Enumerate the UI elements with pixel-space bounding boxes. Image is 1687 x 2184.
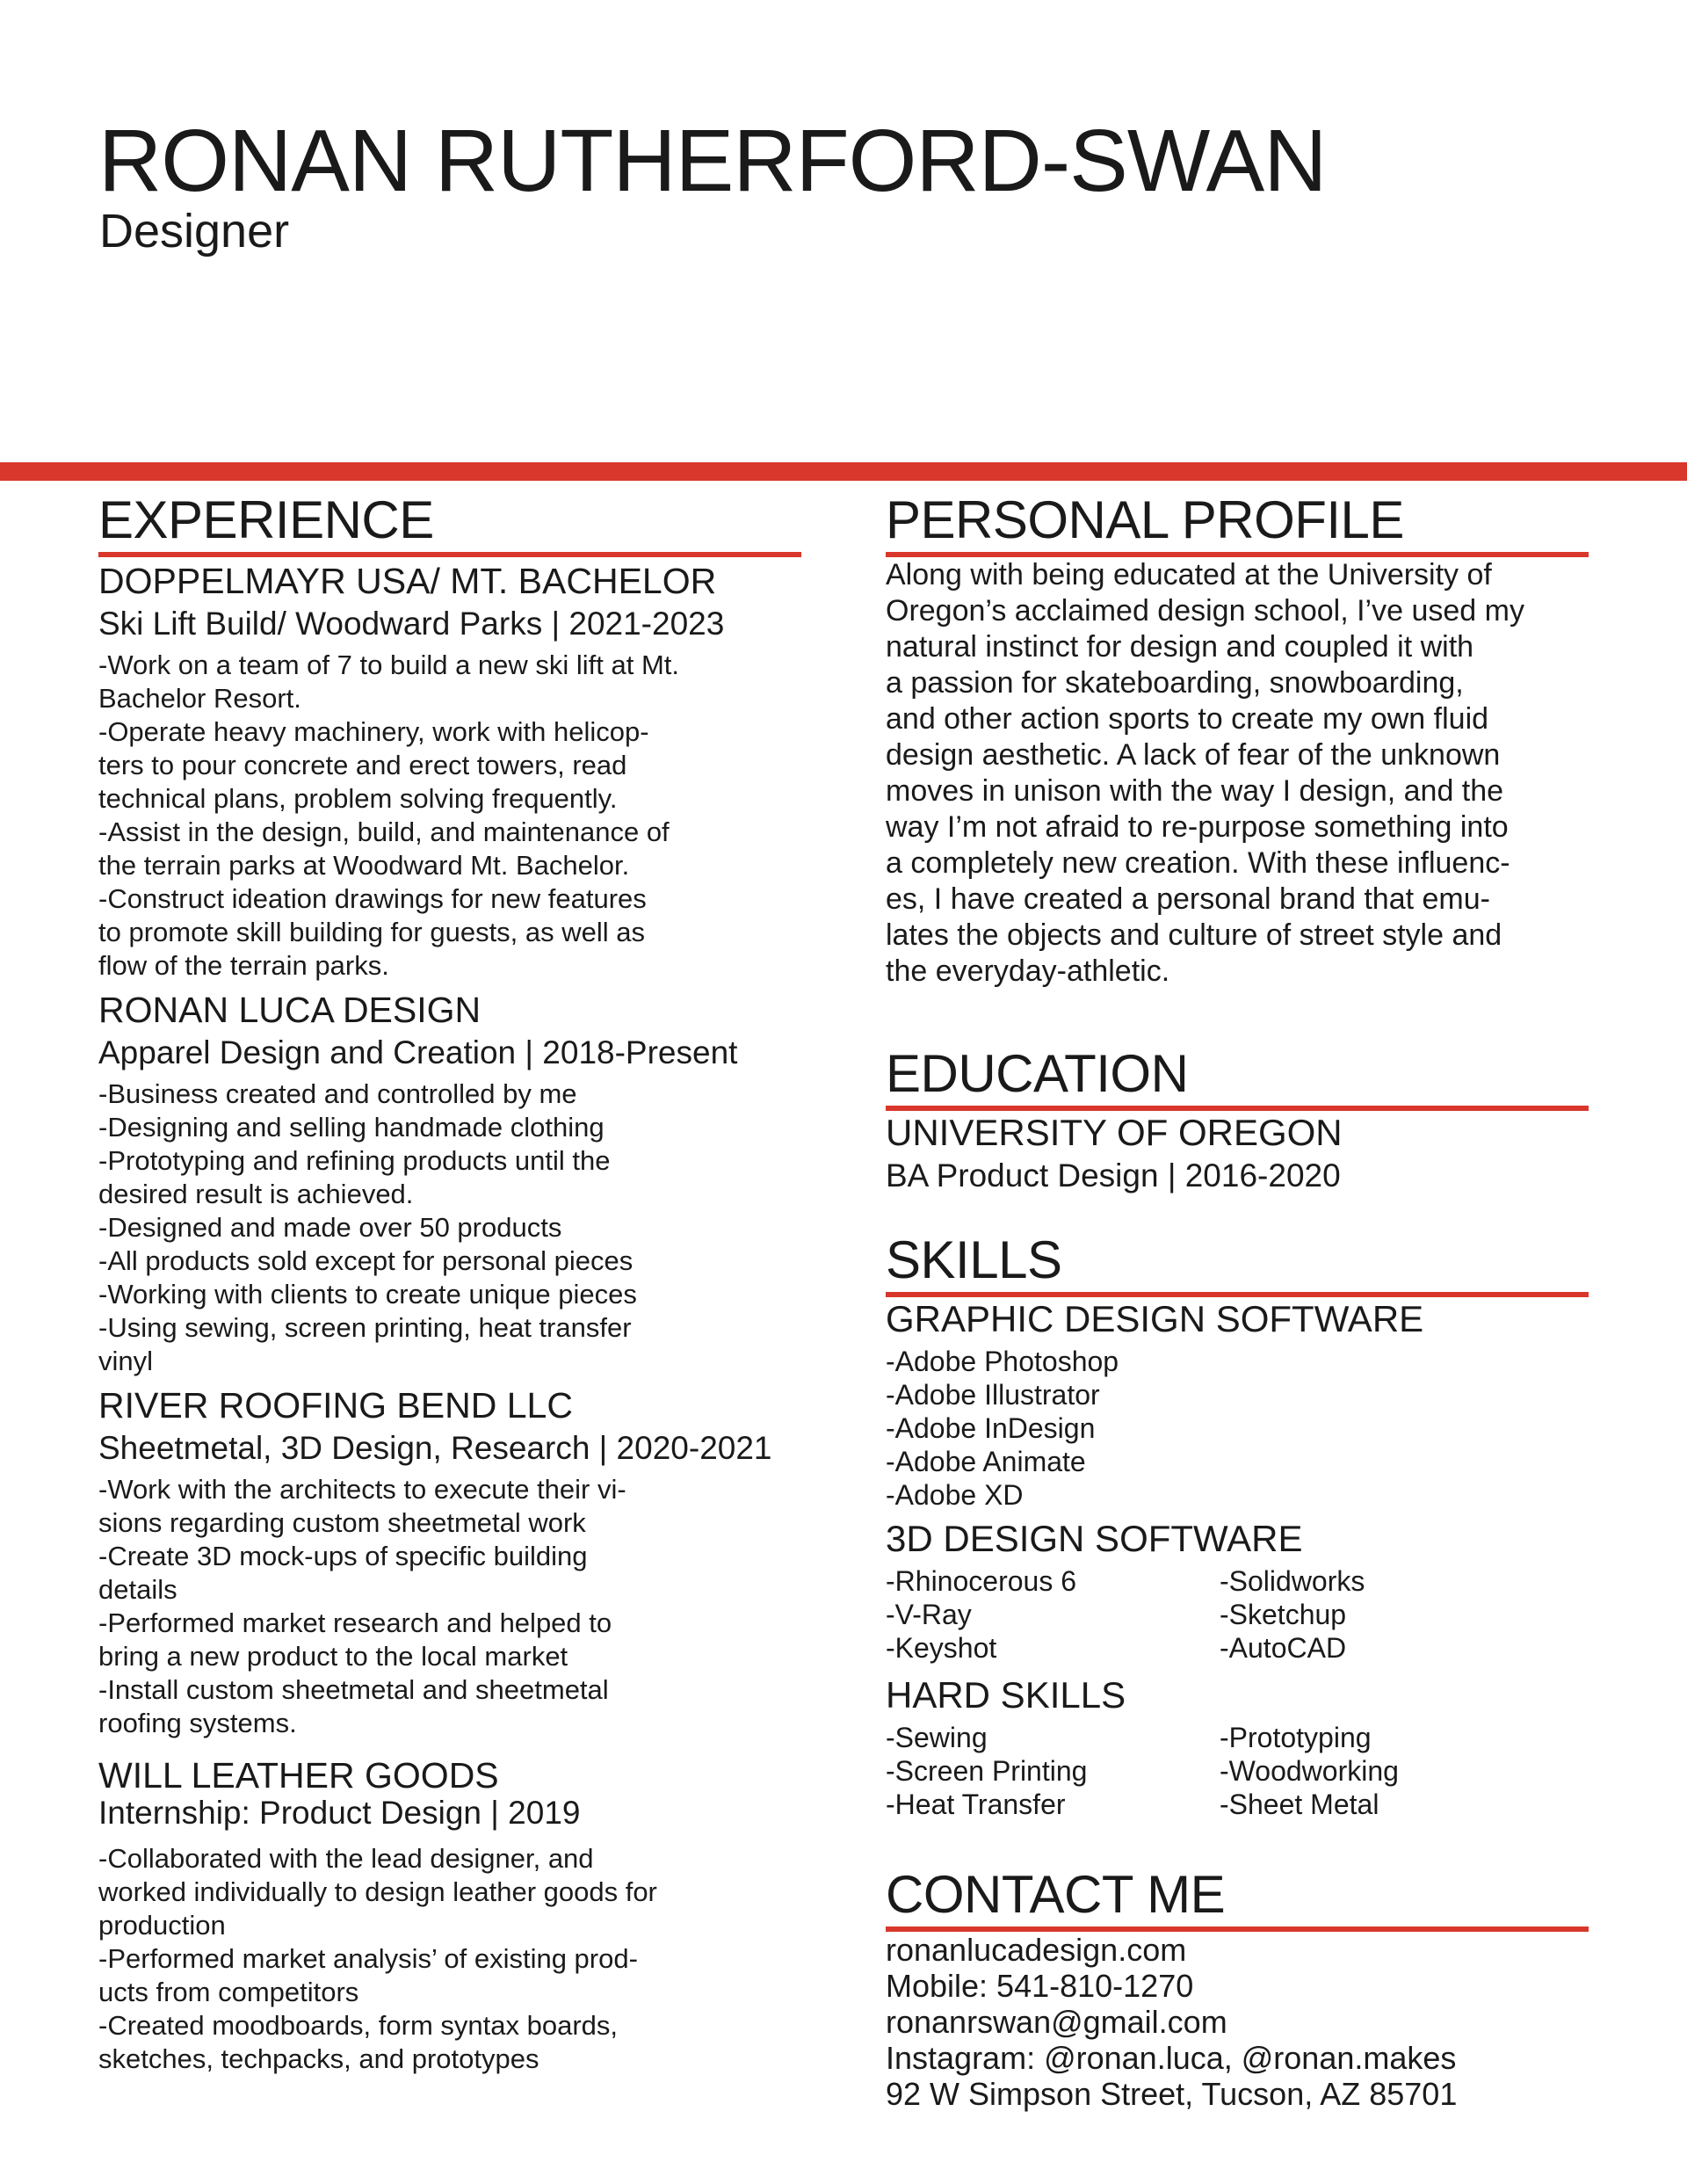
list-item: -Sewing [886,1722,988,1753]
contact-instagram[interactable]: Instagram: @ronan.luca, @ronan.makes [886,2040,1457,2076]
education-heading: EDUCATION [886,1044,1189,1103]
3d-software-list [886,1564,1589,1665]
contact-heading: CONTACT ME [886,1865,1226,1924]
list-item: -Keyshot [886,1632,997,1664]
list-item: -Adobe InDesign [886,1412,1096,1444]
hard-skills-list [886,1721,1589,1821]
skills-heading: SKILLS [886,1230,1062,1289]
experience-rule [98,552,801,557]
job-subtitle: Apparel Design and Creation | 2018-Present [98,1034,738,1070]
education-degree: BA Product Design | 2016-2020 [886,1157,1341,1194]
3d-software-title: 3D DESIGN SOFTWARE [886,1518,1303,1559]
job-entry [98,988,828,1378]
person-role: Designer [99,205,290,258]
list-item: -Screen Printing [886,1755,1088,1787]
contact-list [886,1932,1589,2112]
list-item: -Adobe Illustrator [886,1379,1100,1411]
graphic-software-list [886,1345,1589,1512]
job-subtitle: Sheetmetal, 3D Design, Research | 2020-2021 [98,1430,772,1466]
list-item: -Solidworks [1220,1565,1365,1597]
contact-website[interactable]: ronanlucadesign.com [886,1932,1187,1968]
job-details: -Business created and controlled by me -Designing and selling handmade clothing -Prototyping and refining products until the desired result is achieved. -Designed and made over 50 products -All products sold except for personal pieces -Working with clients to create unique pieces -Using sewing, screen printing, heat transfer vinyl [98,1078,637,1376]
job-company: WILL LEATHER GOODS [98,1755,499,1796]
contact-address: 92 W Simpson Street, Tucson, AZ 85701 [886,2076,1458,2112]
job-company: DOPPELMAYR USA/ MT. BACHELOR [98,561,717,601]
profile-text: Along with being educated at the University of Oregon’s acclaimed design school, I’ve used my natural instinct for design and coupled it with a passion for skateboarding, snowboarding, and other action sports to create my own fluid design aesthetic. A lack of fear of the unknown moves in unison with the way I design, and the way I’m not afraid to re-purpose something into a completely new creation. With these influenc- es, I have created a personal brand that emu- lates the objects and culture of street style and the everyday-athletic. [886,558,1524,988]
experience-column [98,489,828,2081]
experience-heading: EXPERIENCE [98,490,434,549]
list-item: -V-Ray [886,1599,972,1630]
job-company: RONAN LUCA DESIGN [98,990,481,1030]
list-item: -Prototyping [1220,1722,1372,1753]
list-item: -Woodworking [1220,1755,1399,1787]
job-details: -Work on a team of 7 to build a new ski lift at Mt. Bachelor Resort. -Operate heavy machinery, work with helicop- ters to pour concrete and erect towers, read technical plans, problem solving frequently. -Assist in the design, build, and maintenance of the terrain parks at Woodward Mt. Bachelor. -Construct ideation drawings for new features to promote skill building for guests, as well as flow of the terrain parks. [98,649,680,981]
list-item: -Rhinocerous 6 [886,1565,1076,1597]
graphic-software-title: GRAPHIC DESIGN SOFTWARE [886,1298,1424,1339]
contact-email[interactable]: ronanrswan@gmail.com [886,2004,1227,2040]
list-item: -Heat Transfer [886,1789,1066,1820]
job-entry [98,559,828,983]
header-accent-bar [0,462,1687,481]
job-subtitle: Ski Lift Build/ Woodward Parks | 2021-2023 [98,606,725,642]
list-item: -Adobe XD [886,1479,1024,1511]
job-subtitle: Internship: Product Design | 2019 [98,1795,581,1831]
profile-heading: PERSONAL PROFILE [886,490,1404,549]
contact-phone[interactable]: Mobile: 541-810-1270 [886,1968,1194,2004]
list-item: -AutoCAD [1220,1632,1347,1664]
person-name: RONAN RUTHERFORD-SWAN [98,112,1327,210]
job-company: RIVER ROOFING BEND LLC [98,1385,573,1426]
list-item: -Sketchup [1220,1599,1347,1630]
job-entry [98,1383,828,1740]
job-details: -Work with the architects to execute their vi- sions regarding custom sheetmetal work -Create 3D mock-ups of specific building details -Performed market research and helped to bring a new product to the local market -Install custom sheetmetal and sheetmetal roofing systems. [98,1474,626,1738]
list-item: -Adobe Animate [886,1446,1086,1477]
hard-skills-title: HARD SKILLS [886,1674,1126,1716]
education-school: UNIVERSITY OF OREGON [886,1112,1343,1153]
list-item: -Adobe Photoshop [886,1346,1119,1377]
job-entry [98,1756,828,2076]
list-item: -Sheet Metal [1220,1789,1379,1820]
job-details: -Collaborated with the lead designer, and worked individually to design leather goods for production -Performed market analysis’ of existing prod- ucts from competitors -Created moodboards, form syntax boards, sketches, techpacks, and prototypes [98,1843,657,2074]
right-column [886,489,1589,2112]
